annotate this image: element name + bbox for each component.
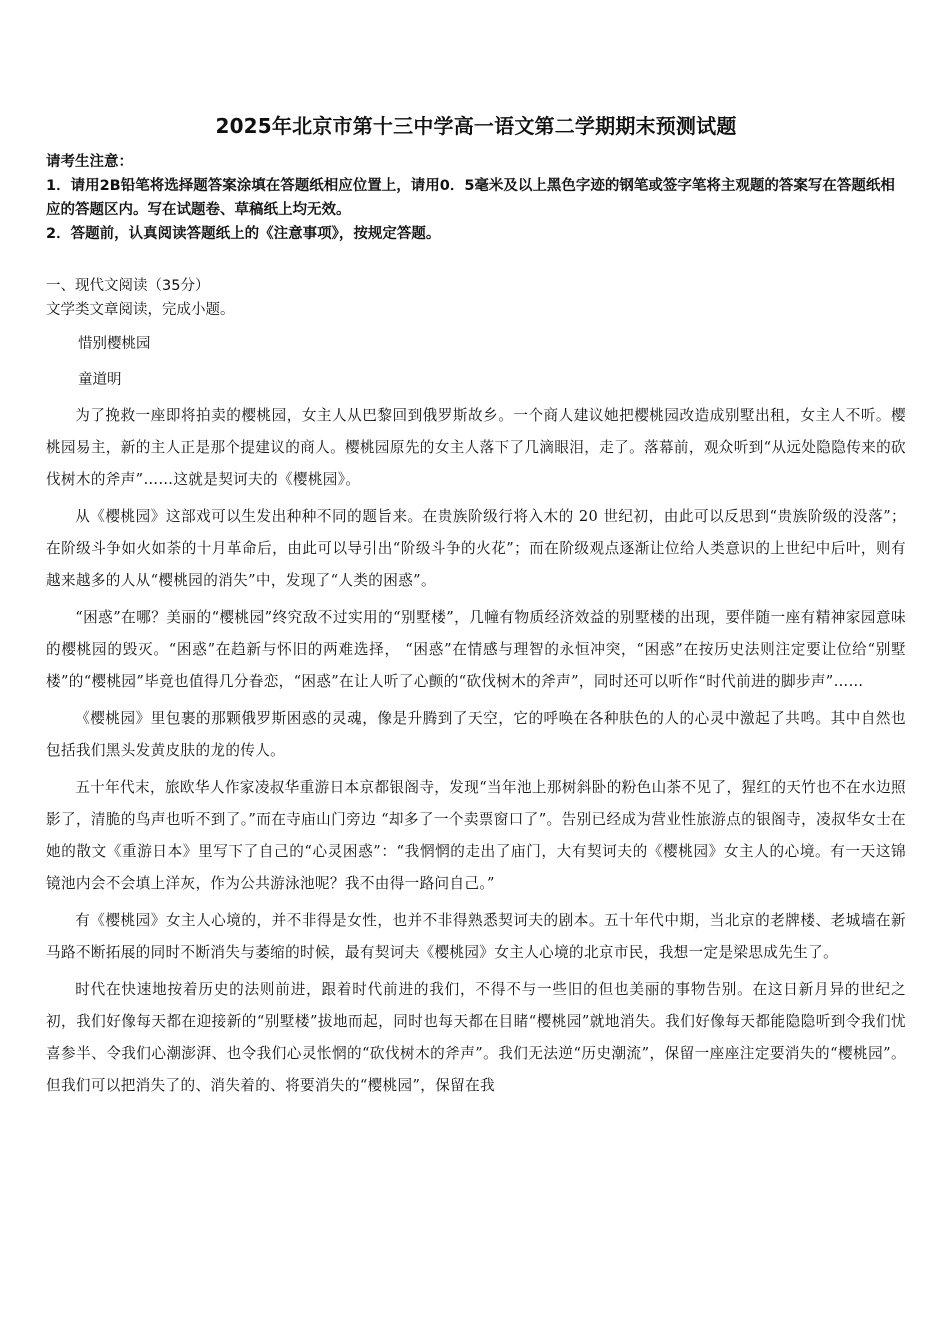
essay-title: 惜别樱桃园: [78, 336, 151, 352]
essay-paragraph-7: 时代在快速地按着历史的法则前进，跟着时代前进的我们，不得不与一些旧的但也美丽的事物告别。在这日新月异的世纪之初，我们好像每天都在迎接新的“别墅楼”拔地而起，同时也每天都在目睹“樱桃园”就地消失。我们好像每天都能隐隐听到令我们忧喜参半、令我们心潮澎湃、也令我们心灵怅惘的“砍伐树木的斧声”。我们无法逆“历史潮流”，保留一座座注定要消失的“樱桃园”。但我们可以把消失了的、消失着的、将要消失的“樱桃园”，保留在我: [46, 981, 906, 1094]
section-heading: 一、现代文阅读（35分）: [46, 278, 210, 294]
essay-paragraph-2: 从《樱桃园》这部戏可以生发出种种不同的题旨来。在贵族阶级行将入木的 20 世纪初，由此可以反思到“贵族阶级的没落”；在阶级斗争如火如荼的十月革命后，由此可以导引出“阶级斗争的火花”；而在阶级观点逐渐让位给人类意识的上世纪中后叶，则有越来越多的人从“樱桃园的消失”中，发现了“人类的困惑”。: [46, 508, 906, 589]
exam-notice: [46, 150, 906, 246]
essay-paragraph-3: “困惑”在哪？美丽的“樱桃园”终究敌不过实用的“别墅楼”，几幢有物质经济效益的别墅楼的出现，要伴随一座有精神家园意味的樱桃园的毁灭。“困惑”在趋新与怀旧的两难选择， “困惑”在情感与理智的永恒冲突，“困惑”在按历史法则注定要让位给“别墅楼”的“樱桃园”毕竟也值得几分眷恋，“困惑”在让人听了心颤的“砍伐树木的斧声”，同时还可以听作“时代前进的脚步声”……: [46, 609, 906, 690]
notice-item-2: 2．答题前，认真阅读答题纸上的《注意事项》，按规定答题。: [46, 226, 441, 242]
document-title: 2025年北京市第十三中学高一语文第二学期期末预测试题: [215, 114, 737, 138]
essay-author: 童道明: [78, 372, 122, 388]
essay-paragraph-4: 《樱桃园》里包裹的那颗俄罗斯困惑的灵魂，像是升腾到了天空，它的呼唤在各种肤色的人的心灵中激起了共鸣。其中自然也包括我们黑头发黄皮肤的龙的传人。: [46, 710, 906, 759]
document-page: [46, 112, 906, 1107]
section-instruction: 文学类文章阅读，完成小题。: [46, 302, 235, 318]
essay-paragraph-6: 有《樱桃园》女主人心境的，并不非得是女性，也并不非得熟悉契诃夫的剧本。五十年代中期，当北京的老牌楼、老城墙在新马路不断拓展的同时不断消失与萎缩的时候，最有契诃夫《樱桃园》女主人心境的北京市民，我想一定是梁思成先生了。: [46, 912, 906, 961]
essay-paragraph-5: 五十年代末，旅欧华人作家凌叔华重游日本京都银阁寺，发现“当年池上那树斜卧的粉色山茶不见了，猩红的天竹也不在水边照影了，清脆的鸟声也听不到了。”而在寺庙山门旁边 “却多了一个卖票窗口了”。告别已经成为营业性旅游点的银阁寺，凌叔华女士在她的散文《重游日本》里写下了自己的“心灵困惑”：“我惘惘的走出了庙门，大有契诃夫的《樱桃园》女主人的心境。有一天这锦镜池内会不会填上洋灰，作为公共游泳池呢？我不由得一路问自己。”: [46, 779, 906, 892]
notice-item-1: 1．请用2B铅笔将选择题答案涂填在答题纸相应位置上，请用0．5毫米及以上黑色字迹的钢笔或签字笔将主观题的答案写在答题纸相应的答题区内。写在试题卷、草稿纸上均无效。: [46, 178, 895, 218]
notice-heading: 请考生注意：: [46, 154, 133, 170]
essay-paragraph-1: 为了挽救一座即将拍卖的樱桃园，女主人从巴黎回到俄罗斯故乡。一个商人建议她把樱桃园改造成别墅出租，女主人不听。樱桃园易主，新的主人正是那个提建议的商人。樱桃园原先的女主人落下了几滴眼泪，走了。落幕前，观众听到“从远处隐隐传来的砍伐树木的斧声”……这就是契诃夫的《樱桃园》。: [46, 407, 906, 488]
